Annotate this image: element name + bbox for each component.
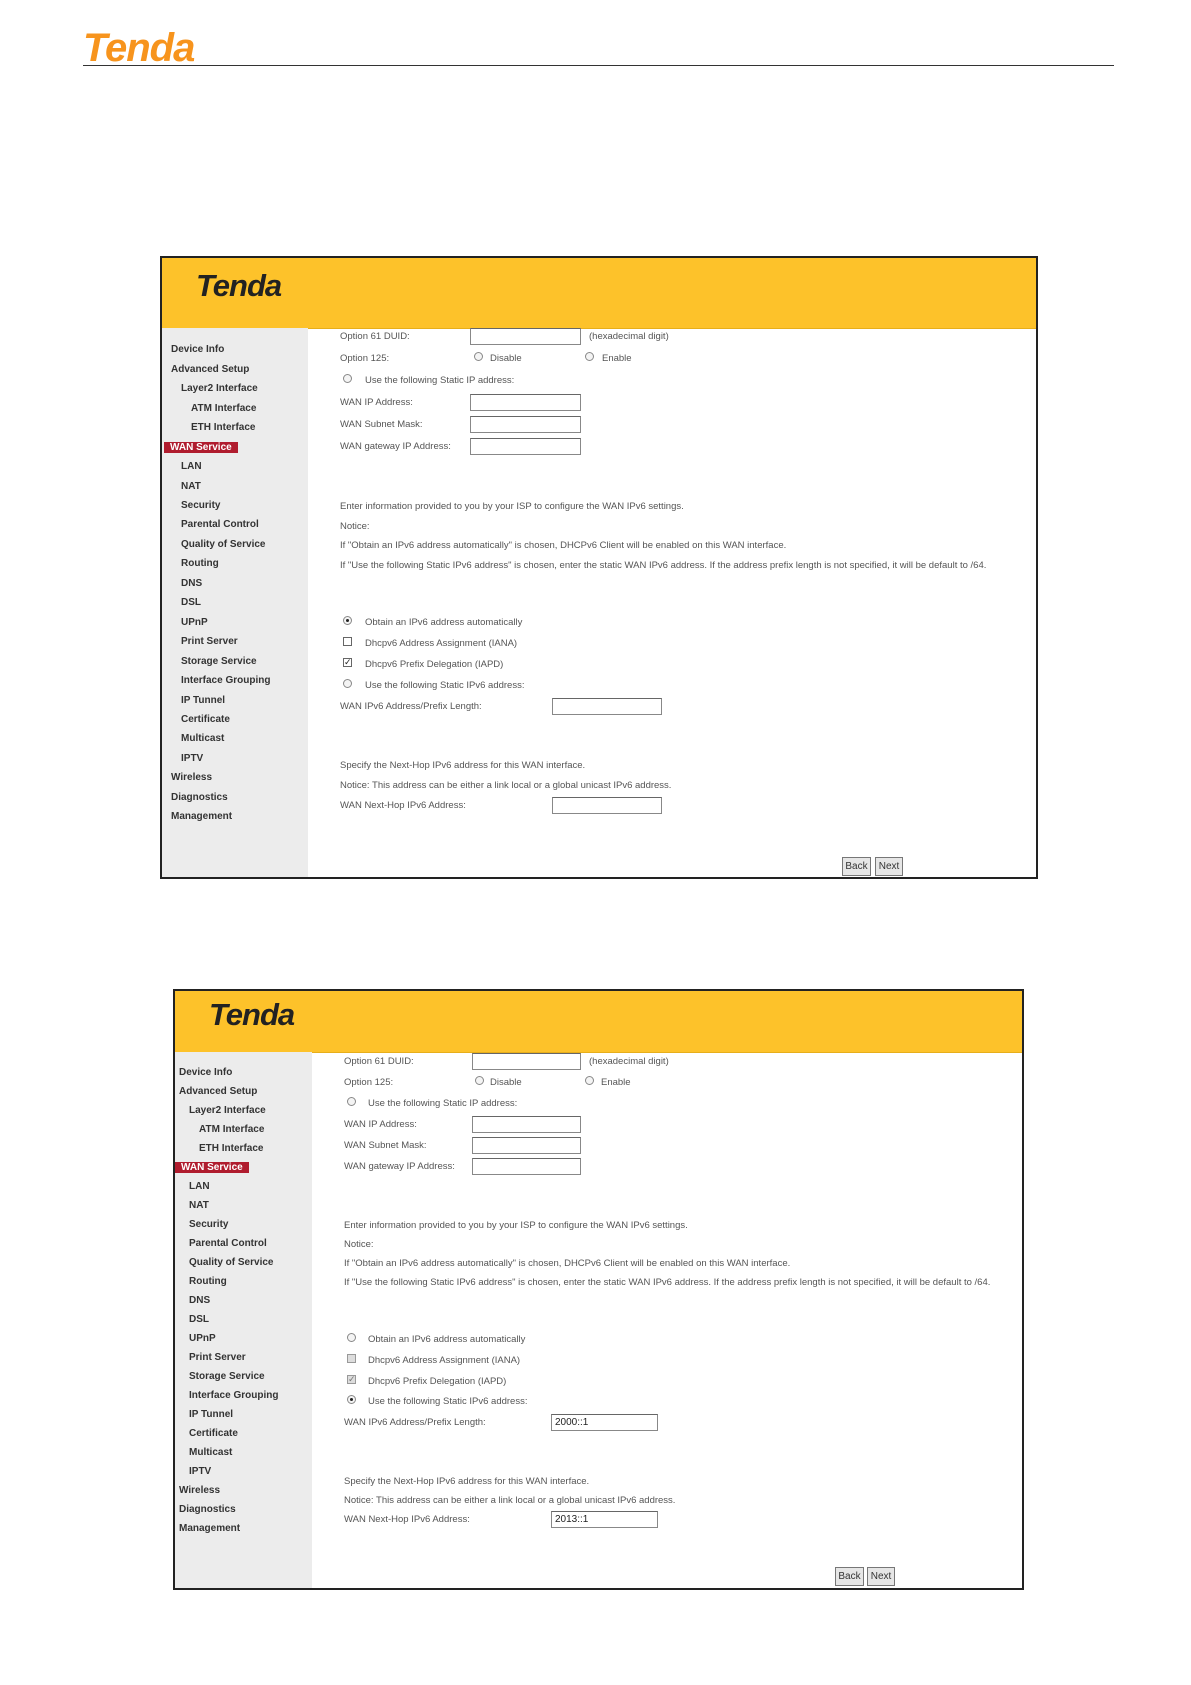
nav-device-info[interactable]: Device Info bbox=[171, 344, 225, 355]
nav-multicast[interactable]: Multicast bbox=[189, 1447, 233, 1458]
nav-security[interactable]: Security bbox=[181, 500, 221, 511]
wan-ipv6-label: WAN IPv6 Address/Prefix Length: bbox=[344, 1417, 486, 1428]
notice-text: Notice: bbox=[344, 1239, 374, 1250]
nexthop-notice-text: Notice: This address can be either a link local or a global unicast IPv6 address. bbox=[340, 780, 672, 791]
wan-mask-input[interactable] bbox=[472, 1137, 581, 1154]
nav-routing[interactable]: Routing bbox=[189, 1276, 227, 1287]
hexadecimal-hint: (hexadecimal digit) bbox=[589, 331, 669, 342]
option125-disable-label: Disable bbox=[490, 1077, 522, 1088]
option125-enable-radio[interactable] bbox=[585, 352, 594, 361]
ipv6-intro-text: Enter information provided to you by your ISP to configure the WAN IPv6 settings. bbox=[344, 1220, 688, 1231]
nav-print-server[interactable]: Print Server bbox=[181, 636, 238, 647]
router-logo: Tenda bbox=[196, 268, 282, 303]
wan-gateway-input[interactable] bbox=[470, 438, 581, 455]
option125-enable-label: Enable bbox=[601, 1077, 631, 1088]
nexthop-label: WAN Next-Hop IPv6 Address: bbox=[344, 1514, 470, 1525]
nav-advanced-setup[interactable]: Advanced Setup bbox=[179, 1086, 258, 1097]
ipv6-intro-text: Enter information provided to you by your ISP to configure the WAN IPv6 settings. bbox=[340, 501, 684, 512]
nav-quality-of-service[interactable]: Quality of Service bbox=[181, 539, 266, 550]
static-ipv6-label: Use the following Static IPv6 address: bbox=[368, 1396, 528, 1407]
nav-dns[interactable]: DNS bbox=[189, 1295, 211, 1306]
nav-parental-control[interactable]: Parental Control bbox=[189, 1238, 267, 1249]
wan-mask-input[interactable] bbox=[470, 416, 581, 433]
nav-eth-interface[interactable]: ETH Interface bbox=[199, 1143, 264, 1154]
nav-wireless[interactable]: Wireless bbox=[179, 1485, 221, 1496]
option61-input[interactable] bbox=[472, 1053, 581, 1070]
wan-ip-label: WAN IP Address: bbox=[340, 397, 413, 408]
static-ip-radio[interactable] bbox=[347, 1097, 356, 1106]
obtain-ipv6-auto-label: Obtain an IPv6 address automatically bbox=[368, 1334, 526, 1345]
nav-routing[interactable]: Routing bbox=[181, 558, 219, 569]
nav-upnp[interactable]: UPnP bbox=[189, 1333, 216, 1344]
nav-print-server[interactable]: Print Server bbox=[189, 1352, 246, 1363]
obtain-ipv6-auto-label: Obtain an IPv6 address automatically bbox=[365, 617, 523, 628]
wan-mask-label: WAN Subnet Mask: bbox=[340, 419, 423, 430]
notice-text: Notice: bbox=[340, 521, 370, 532]
static-ip-label: Use the following Static IP address: bbox=[368, 1098, 518, 1109]
next-button[interactable]: Next bbox=[875, 857, 903, 876]
option125-enable-label: Enable bbox=[602, 353, 632, 364]
back-button[interactable]: Back bbox=[842, 857, 871, 876]
router-header bbox=[162, 258, 1036, 329]
option125-enable-radio[interactable] bbox=[585, 1076, 594, 1085]
option125-label: Option 125: bbox=[344, 1077, 394, 1088]
static-ip-label: Use the following Static IP address: bbox=[365, 375, 515, 386]
option125-disable-label: Disable bbox=[490, 353, 522, 364]
nexthop-notice-text: Notice: This address can be either a link local or a global unicast IPv6 address. bbox=[344, 1495, 676, 1506]
wan-ipv6-input[interactable] bbox=[552, 698, 662, 715]
nav-lan[interactable]: LAN bbox=[189, 1181, 210, 1192]
option125-disable-radio[interactable] bbox=[475, 1076, 484, 1085]
nav-lan[interactable]: LAN bbox=[181, 461, 202, 472]
nav-diagnostics[interactable]: Diagnostics bbox=[179, 1504, 236, 1515]
notice-auto-text: If "Obtain an IPv6 address automatically" is chosen, DHCPv6 Client will be enabled on this WAN interface. bbox=[340, 540, 787, 551]
nav-wireless[interactable]: Wireless bbox=[171, 772, 213, 783]
back-button[interactable]: Back bbox=[835, 1567, 864, 1586]
nav-storage-service[interactable]: Storage Service bbox=[181, 656, 257, 667]
dhcpv6-iana-checkbox[interactable] bbox=[347, 1354, 356, 1363]
notice-auto-text: If "Obtain an IPv6 address automatically" is chosen, DHCPv6 Client will be enabled on this WAN interface. bbox=[344, 1258, 791, 1269]
nav-management[interactable]: Management bbox=[171, 811, 233, 822]
static-ipv6-radio[interactable] bbox=[343, 679, 352, 688]
wan-gateway-label: WAN gateway IP Address: bbox=[344, 1161, 455, 1172]
nav-security[interactable]: Security bbox=[189, 1219, 229, 1230]
nav-ip-tunnel[interactable]: IP Tunnel bbox=[181, 695, 226, 706]
nav-layer2-interface[interactable]: Layer2 Interface bbox=[181, 383, 258, 394]
nav-nat[interactable]: NAT bbox=[189, 1200, 209, 1211]
wan-gateway-label: WAN gateway IP Address: bbox=[340, 441, 451, 452]
nav-dsl[interactable]: DSL bbox=[181, 597, 201, 608]
nav-quality-of-service[interactable]: Quality of Service bbox=[189, 1257, 274, 1268]
router-header bbox=[175, 991, 1022, 1053]
option61-label: Option 61 DUID: bbox=[340, 331, 410, 342]
notice-static-text: If "Use the following Static IPv6 address" is chosen, enter the static WAN IPv6 address. If the address prefix length is not specified, it will be default to /64. bbox=[340, 560, 987, 571]
screenshot-1 bbox=[160, 256, 1038, 879]
obtain-ipv6-auto-radio[interactable] bbox=[347, 1333, 356, 1342]
nav-interface-grouping[interactable]: Interface Grouping bbox=[181, 675, 271, 686]
next-button[interactable]: Next bbox=[867, 1567, 895, 1586]
nav-interface-grouping[interactable]: Interface Grouping bbox=[189, 1390, 279, 1401]
dhcpv6-iapd-checkbox[interactable]: ✓ bbox=[344, 657, 352, 667]
nav-upnp[interactable]: UPnP bbox=[181, 617, 208, 628]
static-ipv6-radio[interactable] bbox=[347, 1395, 356, 1404]
router-logo: Tenda bbox=[209, 997, 295, 1032]
dhcpv6-iapd-checkbox[interactable]: ✓ bbox=[348, 1374, 356, 1384]
document-logo: Tenda bbox=[83, 26, 195, 70]
dhcpv6-iapd-label: Dhcpv6 Prefix Delegation (IAPD) bbox=[365, 659, 504, 670]
dhcpv6-iapd-label: Dhcpv6 Prefix Delegation (IAPD) bbox=[368, 1376, 507, 1387]
nav-device-info[interactable]: Device Info bbox=[179, 1067, 233, 1078]
nav-multicast[interactable]: Multicast bbox=[181, 733, 225, 744]
notice-static-text: If "Use the following Static IPv6 address" is chosen, enter the static WAN IPv6 address. If the address prefix length is not specified, it will be default to /64. bbox=[344, 1277, 991, 1288]
nav-advanced-setup[interactable]: Advanced Setup bbox=[171, 364, 250, 375]
nexthop-input[interactable]: 2013::1 bbox=[551, 1511, 658, 1528]
nav-dsl[interactable]: DSL bbox=[189, 1314, 209, 1325]
wan-ipv6-input[interactable]: 2000::1 bbox=[551, 1414, 658, 1431]
static-ip-radio[interactable] bbox=[343, 374, 352, 383]
nav-atm-interface[interactable]: ATM Interface bbox=[199, 1124, 265, 1135]
dhcpv6-iana-label: Dhcpv6 Address Assignment (IANA) bbox=[365, 638, 518, 649]
nav-ip-tunnel[interactable]: IP Tunnel bbox=[189, 1409, 234, 1420]
nav-diagnostics[interactable]: Diagnostics bbox=[171, 792, 228, 803]
nav-atm-interface[interactable]: ATM Interface bbox=[191, 403, 257, 414]
nav-wan-service[interactable]: WAN Service bbox=[175, 1162, 249, 1173]
wan-mask-label: WAN Subnet Mask: bbox=[344, 1140, 427, 1151]
hexadecimal-hint: (hexadecimal digit) bbox=[589, 1056, 669, 1067]
wan-ip-input[interactable] bbox=[472, 1116, 581, 1133]
nav-certificate[interactable]: Certificate bbox=[181, 714, 230, 725]
wan-ip-label: WAN IP Address: bbox=[344, 1119, 417, 1130]
nexthop-input[interactable] bbox=[552, 797, 662, 814]
nav-wan-service[interactable]: WAN Service bbox=[164, 442, 238, 453]
nexthop-spec-text: Specify the Next-Hop IPv6 address for this WAN interface. bbox=[340, 760, 586, 771]
option61-label: Option 61 DUID: bbox=[344, 1056, 414, 1067]
wan-ipv6-label: WAN IPv6 Address/Prefix Length: bbox=[340, 701, 482, 712]
nexthop-label: WAN Next-Hop IPv6 Address: bbox=[340, 800, 466, 811]
nav-eth-interface[interactable]: ETH Interface bbox=[191, 422, 256, 433]
nav-certificate[interactable]: Certificate bbox=[189, 1428, 238, 1439]
dhcpv6-iana-checkbox[interactable] bbox=[343, 637, 352, 646]
nav-iptv[interactable]: IPTV bbox=[181, 753, 204, 764]
nexthop-spec-text: Specify the Next-Hop IPv6 address for this WAN interface. bbox=[344, 1476, 590, 1487]
nav-dns[interactable]: DNS bbox=[181, 578, 203, 589]
option61-input[interactable] bbox=[470, 328, 581, 345]
option125-label: Option 125: bbox=[340, 353, 390, 364]
dhcpv6-iana-label: Dhcpv6 Address Assignment (IANA) bbox=[368, 1355, 521, 1366]
static-ipv6-label: Use the following Static IPv6 address: bbox=[365, 680, 525, 691]
nav-iptv[interactable]: IPTV bbox=[189, 1466, 212, 1477]
nav-layer2-interface[interactable]: Layer2 Interface bbox=[189, 1105, 266, 1116]
wan-ip-input[interactable] bbox=[470, 394, 581, 411]
wan-gateway-input[interactable] bbox=[472, 1158, 581, 1175]
nav-parental-control[interactable]: Parental Control bbox=[181, 519, 259, 530]
nav-management[interactable]: Management bbox=[179, 1523, 241, 1534]
obtain-ipv6-auto-radio[interactable] bbox=[343, 616, 352, 625]
nav-storage-service[interactable]: Storage Service bbox=[189, 1371, 265, 1382]
header-rule bbox=[83, 65, 1114, 66]
screenshot-2 bbox=[173, 989, 1024, 1590]
option125-disable-radio[interactable] bbox=[474, 352, 483, 361]
nav-nat[interactable]: NAT bbox=[181, 481, 201, 492]
